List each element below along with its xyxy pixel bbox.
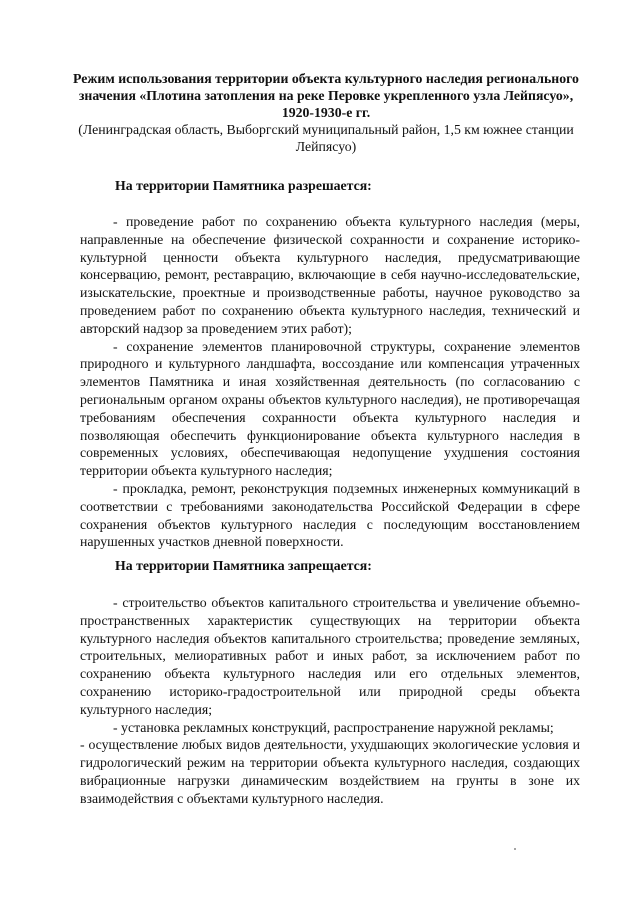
location-subtitle: (Ленинградская область, Выборгский муниципальный район, 1,5 км южнее станции Лейпясуо)	[78, 122, 574, 154]
allowed-item: - прокладка, ремонт, реконструкция подземных инженерных коммуникаций в соответствии с требованиями законодательства Российской Федерации в сфере сохранения объектов культурного наследия с последующим восстановлением нарушенных участков дневной поверхности.	[80, 480, 580, 550]
allowed-heading: На территории Памятника разрешается:	[115, 178, 372, 193]
prohibited-item: - строительство объектов капитального строительства и увеличение объемно-пространственных характеристик существующих на территории объекта культурного наследия объектов капитального строительства; проведение земляных, строительных, мелиоративных работ и иных работ, за исключением работ по сохранению объекта культурного наследия или его отдельных элементов, сохранению историко-градостроительной или природной среды объекта культурного наследия;	[80, 595, 580, 717]
allowed-item: - проведение работ по сохранению объекта культурного наследия (меры, направленные на обеспечение физической сохранности и сохранение историко-культурной ценности объекта культурного наследия, предусматривающие консервацию, ремонт, реставрацию, включающие в себя научно-исследовательские, изыскательские, проектные и производственные работы, научное руководство за проведением работ по сохранению объекта культурного наследия, технический и авторский надзор за проведением этих работ);	[80, 214, 580, 336]
prohibited-item: - установка рекламных конструкций, распространение наружной рекламы;	[113, 719, 554, 735]
allowed-list	[80, 213, 580, 551]
prohibited-item: - осуществление любых видов деятельности, ухудшающих экологические условия и гидрологический режим на территории объекта культурного наследия, создающих вибрационные нагрузки динамическим воздействием на грунты в зоне их взаимодействия с объектами культурного наследия.	[80, 737, 580, 806]
prohibited-heading: На территории Памятника запрещается:	[115, 558, 372, 573]
document-title: Режим использования территории объекта культурного наследия регионального значения «Плотина затопления на реке Перовке укрепленного узла Лейпясуо», 1920-1930-е гг.	[73, 71, 579, 120]
allowed-item: - сохранение элементов планировочной структуры, сохранение элементов природного и культурного ландшафта, воссоздание или компенсация утраченных элементов Памятника и иная хозяйственная деятельность (по согласованию с региональным органом охраны объектов культурного наследия), не противоречащая требованиям обеспечения сохранности объекта культурного наследия и позволяющая обеспечить функционирование объекта культурного наследия в современных условиях, обеспечивающая недопущение ухудшения состояния территории объекта культурного наследия;	[80, 338, 580, 479]
scan-speck	[514, 848, 516, 850]
title-block	[70, 70, 582, 155]
prohibited-list	[80, 594, 580, 808]
